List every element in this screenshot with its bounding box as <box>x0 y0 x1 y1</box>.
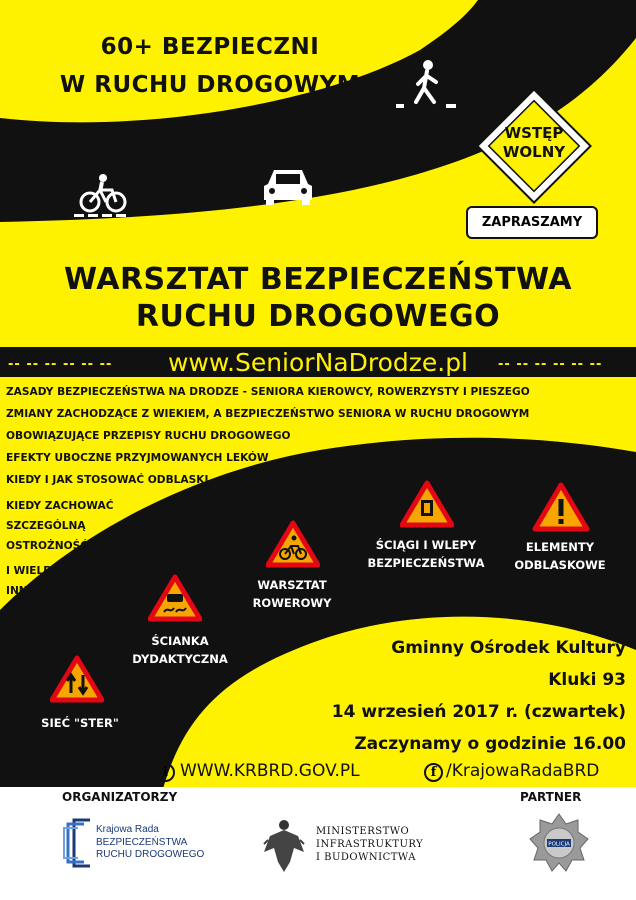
car-icon <box>262 166 314 206</box>
venue: Gminny Ośrodek Kultury <box>391 638 626 658</box>
event-date: 14 wrzesień 2017 r. (czwartek) <box>331 702 626 722</box>
info-icon: i <box>156 763 175 782</box>
krbrd-name-line: RUCHU DROGOWEGO <box>96 849 205 860</box>
krbrd-logo-icon <box>62 818 92 868</box>
dashes-right: -- -- -- -- -- -- <box>498 357 603 372</box>
warning-sign-icon <box>532 482 590 532</box>
station-label: ROWEROWY <box>252 596 332 610</box>
topic-item: ZMIANY ZACHODZĄCE Z WIEKIEM, A BEZPIECZEŃSTWO SENIORA W RUCHU DROGOWYM <box>6 408 530 420</box>
ministry-name-line: I BUDOWNICTWA <box>316 852 416 863</box>
two-way-traffic-sign-icon <box>50 655 104 703</box>
bicycle-sign-icon <box>266 520 320 568</box>
police-label: POLICJA <box>548 841 570 848</box>
header-line-2: W RUCHU DROGOWYM <box>59 72 361 98</box>
facebook-link[interactable]: /KrajowaRadaBRD <box>446 761 600 781</box>
station-label: WARSZTAT <box>257 578 327 592</box>
partner-label: PARTNER <box>520 790 582 804</box>
title-line-2: RUCHU DROGOWEGO <box>135 299 501 334</box>
police-star-icon <box>528 812 590 874</box>
station-label: ŚCIĄGI I WLEPY <box>375 538 477 552</box>
header-line-1: 60+ BEZPIECZNI <box>100 34 320 60</box>
side-note-line: SZCZEGÓLNĄ <box>6 520 86 532</box>
cyclist-icon <box>72 172 134 220</box>
address: Kluki 93 <box>548 670 626 690</box>
krbrd-name-line: Krajowa Rada <box>96 824 159 835</box>
ministry-name-line: INFRASTRUKTURY <box>316 839 424 850</box>
ministry-name-line: MINISTERSTWO <box>316 826 410 837</box>
title-line-1: WARSZTAT BEZPIECZEŃSTWA <box>63 262 572 297</box>
topic-item: EFEKTY UBOCZNE PRZYJMOWANYCH LEKÓW <box>6 452 269 464</box>
side-note-line: INNYCH <box>6 585 52 597</box>
topic-item: ZASADY BEZPIECZEŃSTWA NA DRODZE - SENIORA KIEROWCY, ROWERZYSTY I PIESZEGO <box>6 386 530 398</box>
topic-item: KIEDY I JAK STOSOWAĆ ODBLASKI <box>6 474 209 486</box>
sticker-sign-icon <box>400 480 454 528</box>
facebook-icon: f <box>424 763 443 782</box>
station-label: ELEMENTY <box>525 540 595 554</box>
invite-badge: ZAPRASZAMY <box>466 206 598 239</box>
station-label: ŚCIANKA <box>151 634 209 648</box>
website-link[interactable]: WWW.KRBRD.GOV.PL <box>180 761 360 781</box>
topic-item: OBOWIĄZUJĄCE PRZEPISY RUCHU DROGOWEGO <box>6 430 291 442</box>
station-label: SIEĆ "STER" <box>41 716 119 730</box>
entry-sign-line-1: WSTĘP <box>504 124 564 142</box>
dashes-left: -- -- -- -- -- -- <box>8 357 113 372</box>
side-note-line: OSTROŻNOŚĆ <box>6 540 88 552</box>
side-note-line: I WIELE <box>6 565 51 577</box>
station-label: ODBLASKOWE <box>514 558 606 572</box>
eagle-emblem-icon <box>262 818 306 874</box>
campaign-url[interactable]: www.SeniorNaDrodze.pl <box>167 348 469 377</box>
station-label: BEZPIECZEŃSTWA <box>367 556 485 570</box>
event-time: Zaczynamy o godzinie 16.00 <box>354 734 626 754</box>
organizers-label: ORGANIZATORZY <box>62 790 178 804</box>
station-label: DYDAKTYCZNA <box>132 652 228 666</box>
entry-sign-line-2: WOLNY <box>502 143 566 161</box>
side-note-line: KIEDY ZACHOWAĆ <box>6 500 114 512</box>
slippery-road-sign-icon <box>148 574 202 622</box>
krbrd-name-line: BEZPIECZEŃSTWA <box>96 837 188 848</box>
